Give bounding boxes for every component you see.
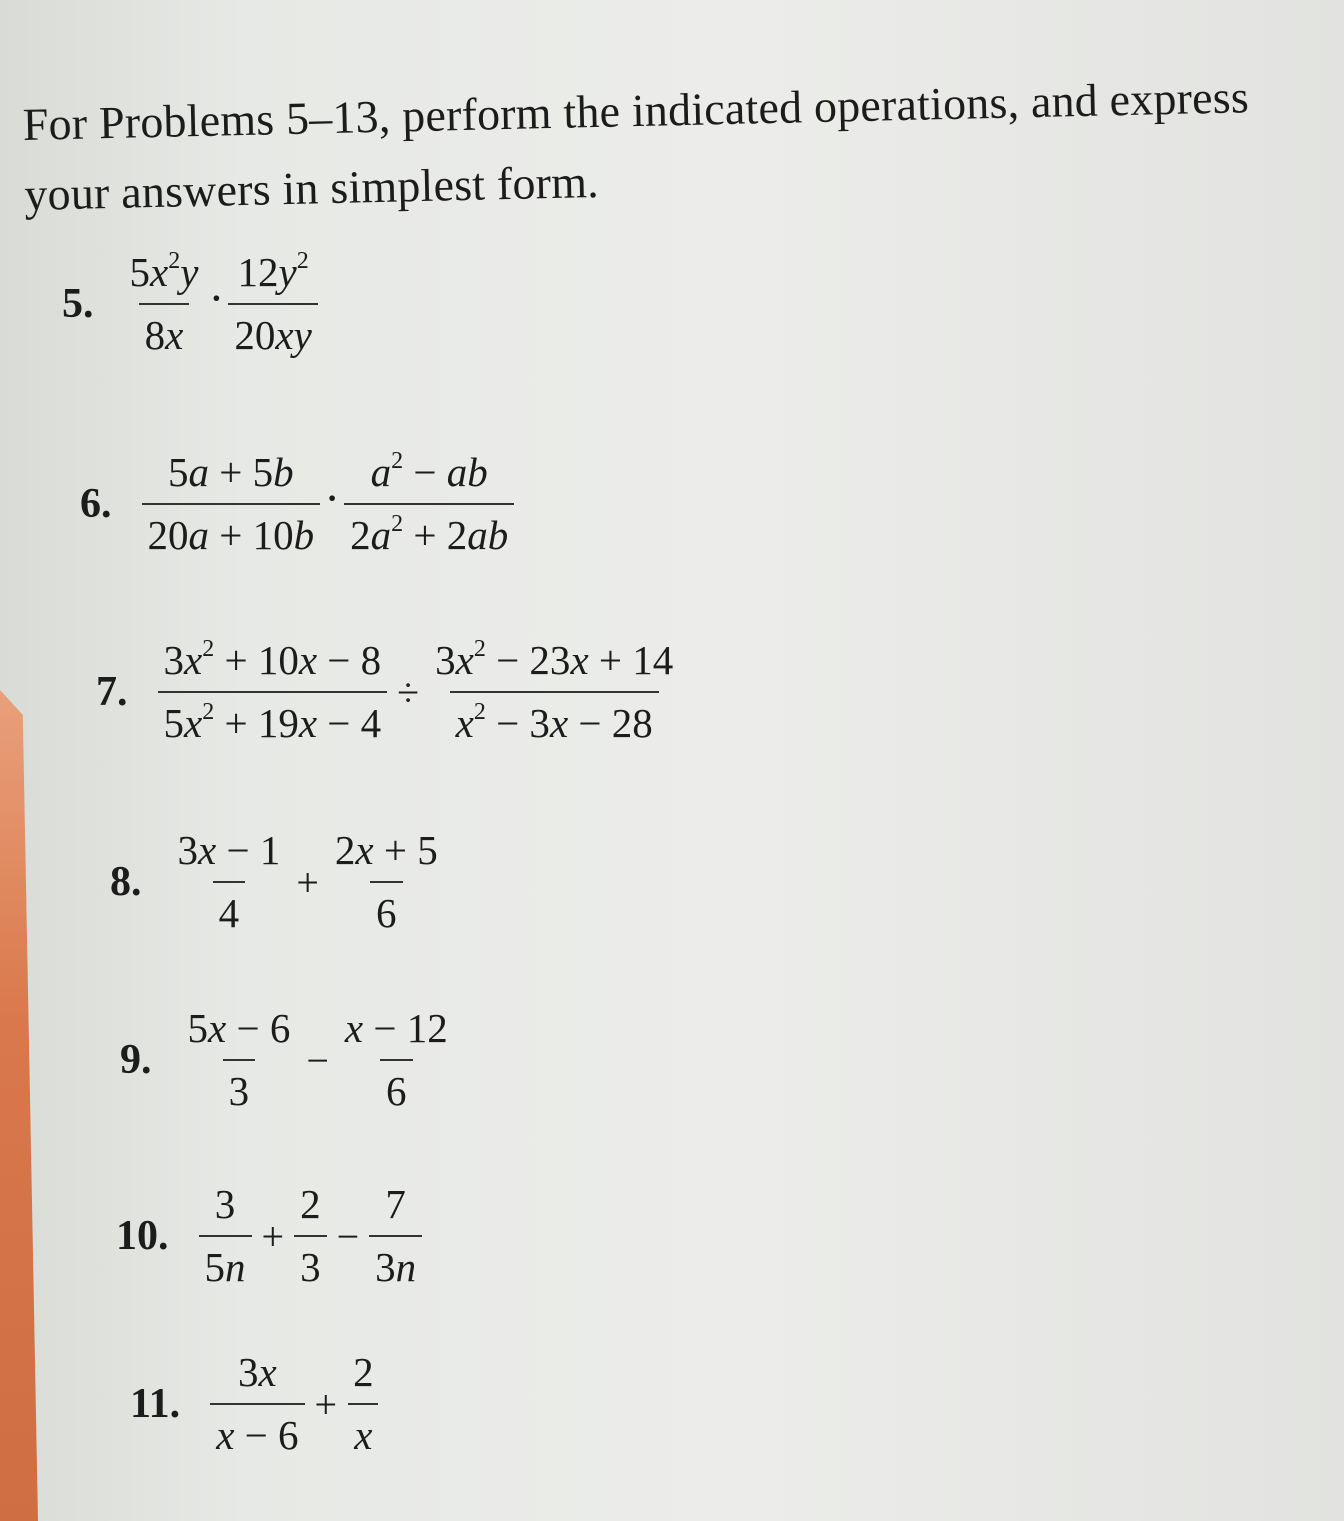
fraction: $\frac{5x^2y}{8x}$ [129,248,199,358]
problem-number: 10. [116,1213,169,1259]
problem-7 [96,636,679,746]
minus-operator: − [306,1037,329,1083]
fraction: $\frac{5x - 6}{3}$ [187,1005,291,1114]
problem-6 [80,448,514,558]
multiply-operator: · [208,271,225,325]
fraction: $\frac{3}{5n}$ [199,1184,252,1288]
plus-operator: + [314,1381,338,1427]
multiply-operator: · [324,471,341,525]
orange-page-edge [0,690,38,1521]
problem-number: 7. [96,669,128,715]
plus-operator: + [296,859,319,905]
problem-number: 11. [130,1381,181,1427]
problem-number: 6. [80,481,112,527]
problem-number: 5. [62,281,94,327]
minus-operator: − [336,1213,360,1259]
divide-operator: ÷ [397,669,420,715]
fraction: $\frac{2}{x}$ [347,1352,380,1456]
fraction: $\frac{7}{3n}$ [369,1184,422,1288]
plus-operator: + [261,1213,285,1259]
instructions-text: For Problems 5–13, perform the indicated operations, and express your answers in simplest form. [22,71,1250,220]
problem-11 [130,1349,380,1458]
problem-5 [62,248,318,358]
fraction: $\frac{12y^2}{20xy}$ [228,252,317,356]
problem-number: 8. [110,859,142,905]
fraction: $\frac{a^2 - ab}{2a^2 + 2ab}$ [344,452,514,556]
fraction: $\frac{2}{3}$ [294,1184,327,1288]
fraction: $\frac{3x^2 - 23x + 14}{x^2 - 3x - 28}$ [435,636,674,746]
problem-10 [116,1181,422,1290]
fraction: $\frac{3x}{x - 6}$ [210,1352,304,1456]
fraction: $\frac{5a + 5b}{20a + 10b}$ [142,452,321,556]
problem-8 [110,827,444,936]
problem-9 [120,1005,454,1114]
problem-number: 9. [120,1037,152,1083]
fraction: $\frac{2x + 5}{6}$ [334,827,438,936]
fraction: $\frac{x - 12}{6}$ [344,1005,448,1114]
fraction: $\frac{3x - 1}{4}$ [177,827,281,936]
fraction: $\frac{3x^2 + 10x - 8}{5x^2 + 19x - 4}$ [158,640,388,744]
